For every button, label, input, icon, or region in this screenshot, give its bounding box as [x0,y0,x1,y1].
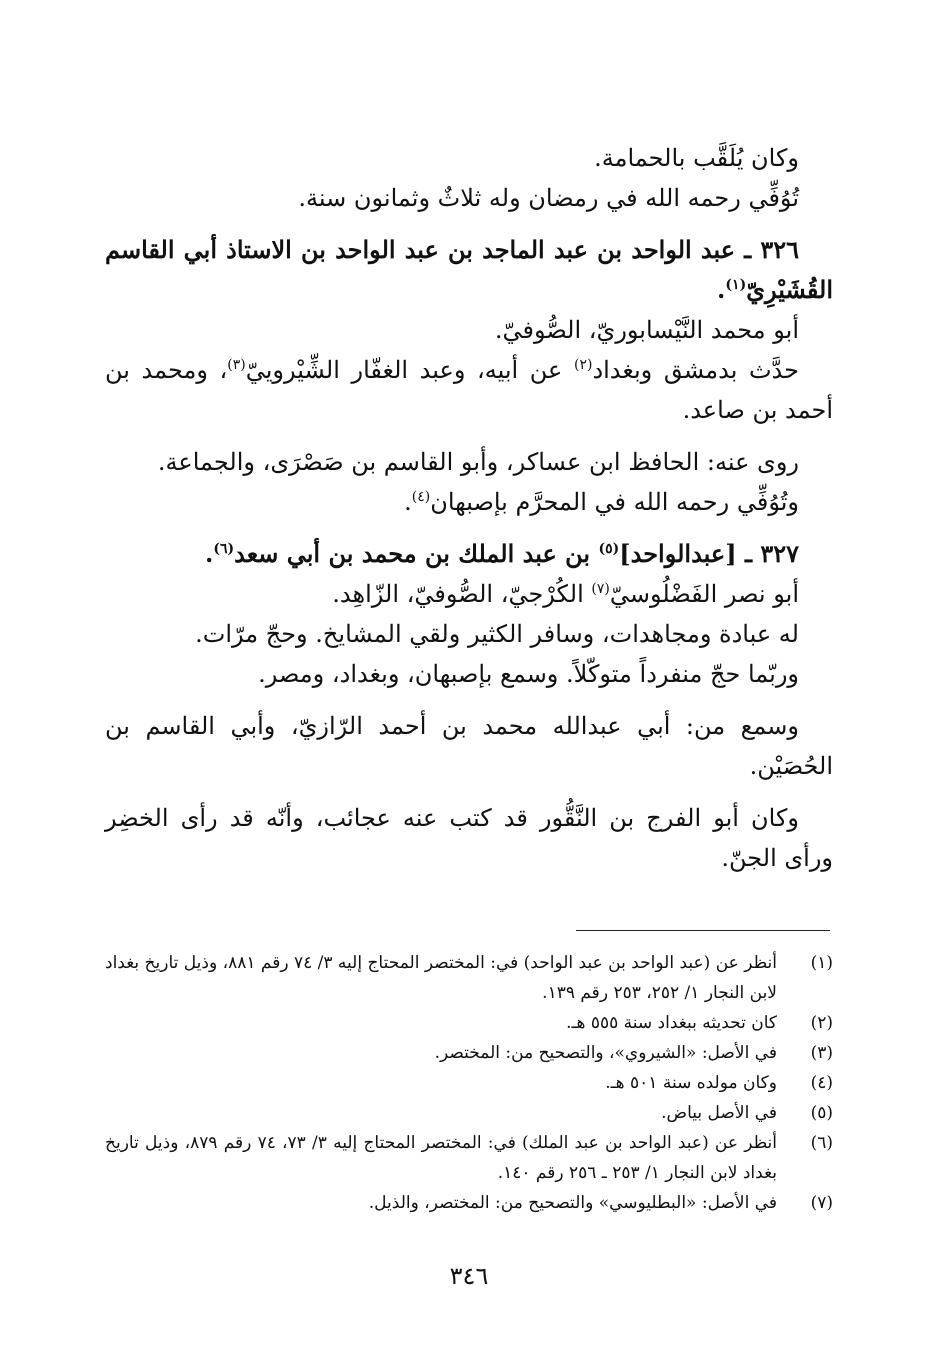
entry-327-teachers: وسمع من: أبي عبدالله محمد بن أحمد الرّازيّ، وأبي القاسم بن الحُصَيْن. [105,712,833,780]
entry-327-worship: له عبادة ومجاهدات، وسافر الكثير ولقي المشايخ. وحجّ مرّات. [195,620,799,648]
footnote-text: أنظر عن (عبد الواحد بن عبد الملك) في: المختصر المحتاج إليه ٣/ ٧٣، ٧٤ رقم ٨٧٩، وذيل تاريخ بغداد لابن النجار ١/ ٢٥٣ ـ ٢٥٦ رقم ١٤٠. [105,1133,777,1183]
footnote-number: (٣) [810,1043,833,1063]
footnote-text: في الأصل: «البطليوسي» والتصحيح من: المختصر، والذيل. [368,1193,777,1213]
footnote-number: (٢) [810,1013,833,1033]
paragraph-death: تُوُفِّي رحمه الله في رمضان وله ثلاثٌ وثمانون سنة. [298,184,799,212]
footnote-ref-5[interactable]: (٥) [598,541,620,557]
paragraph-nickname: وكان يُلَقَّب بالحمامة. [594,144,799,172]
entry-326-narration-c: ، ومحمد بن أحمد بن صاعد. [105,356,833,424]
footnote-ref-2[interactable]: (٢) [573,357,593,373]
footnote-number: (٦) [810,1133,833,1153]
footnote-ref-1[interactable]: (١) [725,277,747,293]
footnote-4 [105,1068,833,1098]
footnotes [105,948,833,1218]
footnote-ref-7[interactable]: (٧) [591,581,610,597]
entry-326-kunya: أبو محمد النَّيْسابوريّ، الصُّوفيّ. [494,316,799,344]
footnote-6 [105,1128,833,1188]
entry-326-death-text: وتُوُفِّي رحمه الله في المحرَّم بإصبهان [430,488,799,516]
footnote-number: (١) [810,953,833,973]
footnote-number: (٤) [810,1073,833,1093]
footnote-1 [105,948,833,1008]
footnote-2 [105,1008,833,1038]
entry-327-kunya [105,574,833,614]
entry-326-death [105,482,833,522]
footnote-number: (٥) [810,1103,833,1123]
main-text [105,138,833,878]
entry-327-wonders: وكان أبو الفرج بن النَّقُّور قد كتب عنه عجائب، وأنّه قد رأى الخضِر ورأى الجنّ. [105,804,833,872]
footnote-divider [576,930,830,931]
entry-326-students: روى عنه: الحافظ ابن عساكر، وأبو القاسم بن صَصْرَى، والجماعة. [157,448,799,476]
entry-326-heading-end: . [717,275,726,304]
entry-326-narration-b: عن أبيه، وعبد الغفّار الشِّيْروييّ [245,356,574,384]
page-number: ٣٤٦ [449,1262,489,1290]
entry-327-heading [105,534,833,574]
entry-327-kunya-a: أبو نصر الفَضْلُوسيّ [609,580,799,608]
footnote-ref-4[interactable]: (٤) [411,489,431,505]
footnote-3 [105,1038,833,1068]
footnote-number: (٧) [810,1193,833,1213]
entry-326-narration-a: حدَّث بدمشق وبغداد [592,356,799,384]
entry-327-travels: وربّما حجّ منفرداً متوكّلاً. وسمع بإصبهان، وبغداد، ومصر. [258,660,799,688]
entry-327-heading-end: . [204,539,214,568]
entry-327-heading-b: بن عبد الملك بن محمد بن أبي سعد [234,539,599,568]
entry-326-narration [105,350,833,430]
footnote-7 [105,1188,833,1218]
footnote-5 [105,1098,833,1128]
footnote-text: كان تحديثه ببغداد سنة ٥٥٥ هـ. [566,1013,777,1033]
entry-326-heading [105,230,833,310]
entry-326-death-end: . [404,488,412,516]
footnote-ref-6[interactable]: (٦) [213,541,235,557]
footnote-text: وكان مولده سنة ٥٠١ هـ. [605,1073,777,1093]
footnote-text: في الأصل بياض. [661,1103,777,1123]
entry-327-kunya-b: الكُرْجيّ، الصُّوفيّ، الزّاهِد. [332,580,592,608]
footnote-text: أنظر عن (عبد الواحد بن عبد الواحد) في: المختصر المحتاج إليه ٣/ ٧٤ رقم ٨٨١، وذيل تاريخ بغداد لابن النجار ١/ ٢٥٢، ٢٥٣ رقم ١٣٩. [105,953,777,1003]
footnote-ref-3[interactable]: (٣) [227,357,246,373]
entry-327-heading-a: ٣٢٧ ـ [عبدالواحد] [619,539,799,568]
entry-326-heading-text: ٣٢٦ ـ عبد الواحد بن عبد الماجد بن عبد الواحد بن الاستاذ أبي القاسم القُشَيْرِيّ [105,235,833,304]
footnote-text: في الأصل: «الشيروي»، والتصحيح من: المختصر. [434,1043,777,1063]
